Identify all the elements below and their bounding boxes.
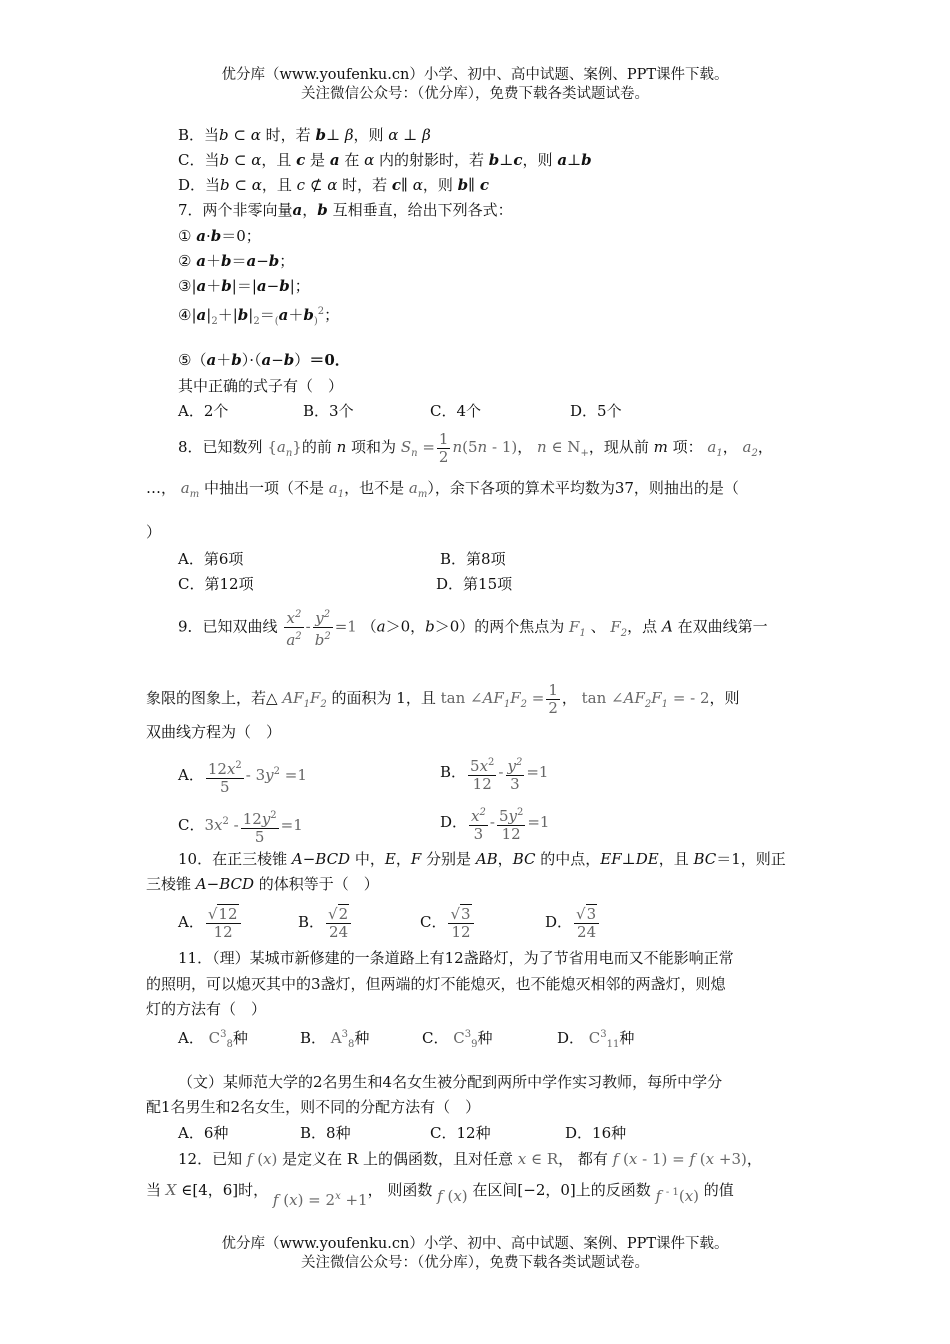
q10-stem: 10．在正三棱锥 A−BCD 中，E，F 分别是 AB，BC 的中点，EF⊥DE，且 BC＝1，则正: [178, 850, 786, 868]
q11-choice-a: A． $C^3_8$种: [178, 1029, 248, 1050]
q11-wen-choice-d: D．16种: [565, 1124, 627, 1142]
footer-line-1: 优分库（www.youfenku.cn）小学、初中、高中试题、案例、PPT课件下载。: [221, 1236, 729, 1252]
q7-choice-c: C．4个: [430, 402, 482, 420]
q11-text-3: 灯的方法有（ ）: [146, 1000, 267, 1018]
q10-choice-c: C． $\frac{√3}{12}$: [420, 902, 476, 942]
q12-stem-2: 当 X ∈[4，6]时， f $(x) = 2^x +1$， 则函数 f (x) 在区间[−2，0]上的反函数 f $^{- 1}$(x) 的值: [146, 1181, 734, 1209]
q7-choice-d: D．5个: [570, 402, 622, 420]
q9-stem-2: 象限的图象上，若△ $AF_1F_2$ 的面积为 1，且 $\tan \angle AF_1F_2$ = $\frac{1}{2}$ ， $\tan \angle AF_2F_1$ = - 2，则: [146, 680, 740, 717]
q7-item-1: ① a·b＝0；: [178, 227, 261, 245]
q8-stem-2: …， $a_m$ 中抽出一项（不是 $a_1$，也不是 $a_m$），余下各项的算术平均数为37，则抽出的是（: [146, 479, 739, 500]
q8-stem: 8．已知数列 $\{a_n\}$的前 n 项和为 $S_n$ = $\frac{1}{2}$ n(5n - 1)， n ∈ $N_+$，现从前 m 项： $a_1$， $a_2$，: [178, 429, 773, 466]
q7-prompt: 其中正确的式子有（ ）: [178, 377, 344, 395]
header-line-1: 优分库（www.youfenku.cn）小学、初中、高中试题、案例、PPT课件下载。: [221, 67, 729, 83]
q8-choice-d: D．第15项: [436, 575, 513, 593]
footer-line-2: 关注微信公众号：（优分库），免费下载各类试题试卷。: [301, 1255, 649, 1271]
q7-item-2: ② a＋b＝a−b；: [178, 252, 295, 270]
q9-stem-3: 双曲线方程为（ ）: [146, 723, 282, 741]
q12-stem: 12．已知 f (x) 是定义在 R 上的偶函数，且对任意 x ∈ R， 都有 f (x - 1) = f (x +3)，: [178, 1150, 762, 1168]
q7-item-3: ③|a＋b|＝|a−b|；: [178, 277, 310, 295]
q6-option-b: B．当b ⊂ α 时，若 b⊥ β，则 α ⊥ β: [178, 126, 431, 144]
q8-stem-3: ）: [146, 523, 162, 541]
q10-choice-d: D． $\frac{√3}{24}$: [545, 902, 601, 942]
q11-wen-choice-a: A．6种: [178, 1124, 229, 1142]
q7-stem: 7．两个非零向量a，b 互相垂直，给出下列各式：: [178, 201, 513, 219]
q11-choice-d: D． $C^3_{11}$种: [557, 1029, 635, 1050]
q9-stem: 9．已知双曲线 $\frac{x^2}{a^2}$ - $\frac{y^2}{b^2}$ =1 （a＞0，b＞0）的两个焦点为 $F_1$ 、 $F_2$，点 A 在双曲线第一: [178, 606, 768, 654]
q7-item-5: ⑤（a＋b）·（a−b）＝0．: [178, 351, 350, 369]
q7-item-4: $④|a|_2+|b|_2=_(a+b_)^2$；: [178, 306, 340, 327]
header-line-2: 关注微信公众号：（优分库），免费下载各类试题试卷。: [301, 86, 649, 102]
q11-wen-1: （文）某师范大学的2名男生和4名女生被分配到两所中学作实习教师，每所中学分: [178, 1073, 723, 1091]
q9-choice-c: C．$3x^2$ - $\frac{12y^2}{5}$ =1: [178, 802, 303, 846]
q11-text-1: 11．（理）某城市新修建的一条道路上有12盏路灯，为了节省用电而又不能影响正常: [178, 949, 734, 967]
q6-option-c: C．当b ⊂ α，且 c 是 a 在 α 内的射影时，若 b⊥c，则 a⊥b: [178, 151, 592, 169]
q10-choice-a: A． $\frac{√12}{12}$: [178, 902, 243, 942]
q11-wen-2: 配1名男生和2名女生，则不同的分配方法有（ ）: [146, 1098, 481, 1116]
q11-wen-choice-c: C．12种: [430, 1124, 491, 1142]
q11-choice-c: C． $C^3_9$种: [422, 1029, 493, 1050]
q11-wen-choice-b: B．8种: [300, 1124, 351, 1142]
q10-stem-2: 三棱锥 A−BCD 的体积等于（ ）: [146, 875, 379, 893]
q7-choice-b: B．3个: [303, 402, 354, 420]
q9-choice-b: B． $\frac{5x^2}{12}$ - $\frac{y^2}{3}$ =1: [440, 752, 548, 793]
q9-choice-a: A． $\frac{12x^2}{5}$ - $3y^2 =1$: [178, 752, 307, 796]
q9-choice-d: D． $\frac{x^2}{3}$ - $\frac{5y^2}{12}$ =1: [440, 802, 549, 843]
q8-choice-b: B．第8项: [440, 550, 506, 568]
q8-choice-a: A．第6项: [178, 550, 244, 568]
q11-text-2: 的照明，可以熄灭其中的3盏灯，但两端的灯不能熄灭，也不能熄灭相邻的两盏灯，则熄: [146, 975, 726, 993]
q6-option-d: D．当b ⊂ α，且 c ⊄ α 时，若 c∥ α，则 b∥ c: [178, 176, 489, 194]
q8-choice-c: C．第12项: [178, 575, 254, 593]
q10-choice-b: B． $\frac{√2}{24}$: [298, 902, 353, 942]
q7-choice-a: A．2个: [178, 402, 229, 420]
q11-choice-b: B． $A^3_8$种: [300, 1029, 370, 1050]
